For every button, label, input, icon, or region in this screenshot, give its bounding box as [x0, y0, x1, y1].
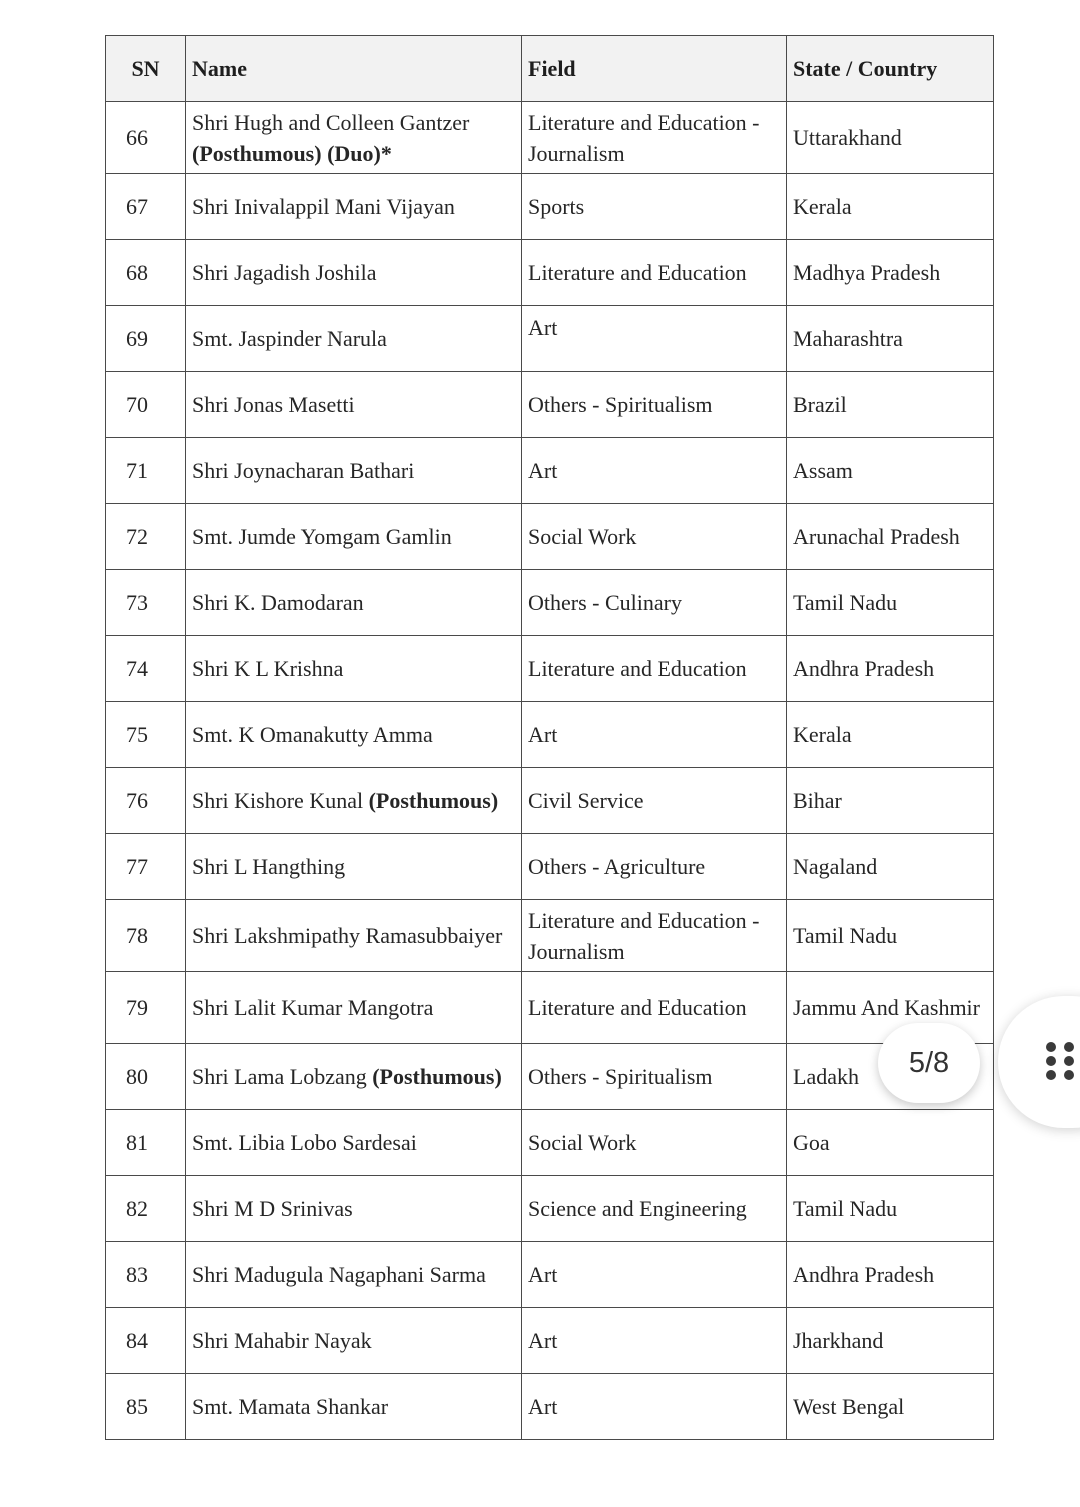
cell-name — [186, 834, 522, 900]
table-row — [106, 174, 994, 240]
cell-name — [186, 1176, 522, 1242]
cell-field: Social Work — [522, 1110, 787, 1176]
cell-field: Art — [522, 306, 787, 372]
table-row — [106, 438, 994, 504]
name-text: Shri Inivalappil Mani Vijayan — [192, 194, 455, 219]
cell-sn: 85 — [106, 1374, 186, 1440]
table-row — [106, 306, 994, 372]
cell-state: Goa — [787, 1110, 994, 1176]
cell-sn: 67 — [106, 174, 186, 240]
table-row — [106, 1308, 994, 1374]
cell-name — [186, 702, 522, 768]
page-indicator: 5/8 — [878, 1023, 980, 1103]
table-row — [106, 1044, 994, 1110]
table-row — [106, 1374, 994, 1440]
cell-name — [186, 504, 522, 570]
table-row — [106, 1242, 994, 1308]
cell-field: Art — [522, 1374, 787, 1440]
table-row — [106, 702, 994, 768]
cell-field: Social Work — [522, 504, 787, 570]
cell-sn: 74 — [106, 636, 186, 702]
table-row — [106, 900, 994, 972]
cell-name — [186, 768, 522, 834]
header-field: Field — [522, 36, 787, 102]
cell-sn: 84 — [106, 1308, 186, 1374]
name-annotation: (Posthumous) (Duo)* — [192, 140, 392, 166]
name-text: Shri Hugh and Colleen Gantzer — [192, 109, 470, 135]
cell-state: Tamil Nadu — [787, 1176, 994, 1242]
cell-sn: 83 — [106, 1242, 186, 1308]
cell-sn: 73 — [106, 570, 186, 636]
cell-field: Literature and Education — [522, 972, 787, 1044]
cell-sn: 79 — [106, 972, 186, 1044]
cell-name — [186, 1110, 522, 1176]
awardees-table — [105, 35, 994, 1440]
name-annotation: (Posthumous) — [372, 1064, 502, 1089]
name-text: Shri Joynacharan Bathari — [192, 458, 415, 483]
name-text: Smt. K Omanakutty Amma — [192, 722, 433, 747]
name-text: Shri Kishore Kunal — [192, 788, 364, 813]
cell-field: Literature and Education — [522, 240, 787, 306]
name-text: Shri Lama Lobzang — [192, 1064, 367, 1089]
name-text: Shri Lalit Kumar Mangotra — [192, 995, 434, 1020]
cell-name — [186, 306, 522, 372]
name-text: Shri M D Srinivas — [192, 1196, 353, 1221]
cell-name — [186, 174, 522, 240]
cell-state: West Bengal — [787, 1374, 994, 1440]
cell-field: Others - Spiritualism — [522, 372, 787, 438]
table-row — [106, 504, 994, 570]
table-body — [106, 102, 994, 1440]
cell-field: Art — [522, 702, 787, 768]
cell-state: Kerala — [787, 174, 994, 240]
table-row — [106, 972, 994, 1044]
cell-state: Uttarakhand — [787, 102, 994, 174]
table-row — [106, 1176, 994, 1242]
name-text: Shri Madugula Nagaphani Sarma — [192, 1262, 486, 1287]
cell-state: Andhra Pradesh — [787, 1242, 994, 1308]
cell-field: Literature and Education — [522, 636, 787, 702]
cell-name — [186, 372, 522, 438]
table-row — [106, 834, 994, 900]
header-name: Name — [186, 36, 522, 102]
cell-field: Literature and Education - Journalism — [522, 102, 787, 174]
cell-sn: 66 — [106, 102, 186, 174]
cell-name — [186, 1374, 522, 1440]
name-text: Shri Mahabir Nayak — [192, 1328, 372, 1353]
cell-sn: 82 — [106, 1176, 186, 1242]
cell-state: Kerala — [787, 702, 994, 768]
cell-field: Civil Service — [522, 768, 787, 834]
cell-field: Art — [522, 438, 787, 504]
cell-field: Art — [522, 1242, 787, 1308]
cell-name — [186, 1308, 522, 1374]
table-row — [106, 1110, 994, 1176]
table-row — [106, 768, 994, 834]
header-sn: SN — [106, 36, 186, 102]
name-text: Shri K L Krishna — [192, 656, 344, 681]
table-row — [106, 240, 994, 306]
cell-sn: 76 — [106, 768, 186, 834]
table-row — [106, 102, 994, 174]
cell-field: Art — [522, 1308, 787, 1374]
cell-field: Sports — [522, 174, 787, 240]
cell-sn: 70 — [106, 372, 186, 438]
cell-sn: 69 — [106, 306, 186, 372]
table-row — [106, 636, 994, 702]
cell-name — [186, 240, 522, 306]
cell-sn: 78 — [106, 900, 186, 972]
cell-sn: 71 — [106, 438, 186, 504]
cell-name — [186, 1242, 522, 1308]
cell-state: Jammu And Kashmir — [787, 972, 994, 1044]
cell-sn: 80 — [106, 1044, 186, 1110]
cell-state: Nagaland — [787, 834, 994, 900]
cell-sn: 72 — [106, 504, 186, 570]
cell-sn: 77 — [106, 834, 186, 900]
name-text: Smt. Mamata Shankar — [192, 1394, 389, 1419]
header-state: State / Country — [787, 36, 994, 102]
cell-sn: 68 — [106, 240, 186, 306]
cell-name — [186, 900, 522, 972]
floating-side-handle[interactable] — [998, 996, 1080, 1128]
name-annotation: (Posthumous) — [368, 788, 499, 813]
cell-name — [186, 438, 522, 504]
drag-handle-dots-icon — [1046, 1042, 1076, 1082]
cell-name — [186, 570, 522, 636]
name-text: Shri Jonas Masetti — [192, 392, 355, 417]
cell-sn: 81 — [106, 1110, 186, 1176]
name-text: Smt. Jumde Yomgam Gamlin — [192, 524, 452, 549]
table-row — [106, 570, 994, 636]
cell-state: Bihar — [787, 768, 994, 834]
cell-field: Others - Agriculture — [522, 834, 787, 900]
name-text: Smt. Libia Lobo Sardesai — [192, 1130, 417, 1155]
cell-name — [186, 102, 522, 174]
cell-field: Others - Culinary — [522, 570, 787, 636]
cell-name — [186, 1044, 522, 1110]
table-header-row — [106, 36, 994, 102]
cell-field: Literature and Education - Journalism — [522, 900, 787, 972]
cell-name — [186, 636, 522, 702]
cell-field: Science and Engineering — [522, 1176, 787, 1242]
cell-name — [186, 972, 522, 1044]
cell-state: Brazil — [787, 372, 994, 438]
name-text: Smt. Jaspinder Narula — [192, 326, 387, 351]
name-text: Shri K. Damodaran — [192, 590, 364, 615]
cell-state: Ladakh — [787, 1044, 994, 1110]
name-text: Shri L Hangthing — [192, 854, 346, 879]
cell-state: Andhra Pradesh — [787, 636, 994, 702]
cell-state: Jharkhand — [787, 1308, 994, 1374]
cell-state: Madhya Pradesh — [787, 240, 994, 306]
cell-state: Maharashtra — [787, 306, 994, 372]
name-text: Shri Lakshmipathy Ramasubbaiyer — [192, 923, 503, 948]
cell-state: Tamil Nadu — [787, 570, 994, 636]
cell-state: Assam — [787, 438, 994, 504]
table-row — [106, 372, 994, 438]
document-page — [105, 35, 993, 1440]
cell-state: Tamil Nadu — [787, 900, 994, 972]
cell-sn: 75 — [106, 702, 186, 768]
cell-state: Arunachal Pradesh — [787, 504, 994, 570]
name-text: Shri Jagadish Joshila — [192, 260, 377, 285]
cell-field: Others - Spiritualism — [522, 1044, 787, 1110]
